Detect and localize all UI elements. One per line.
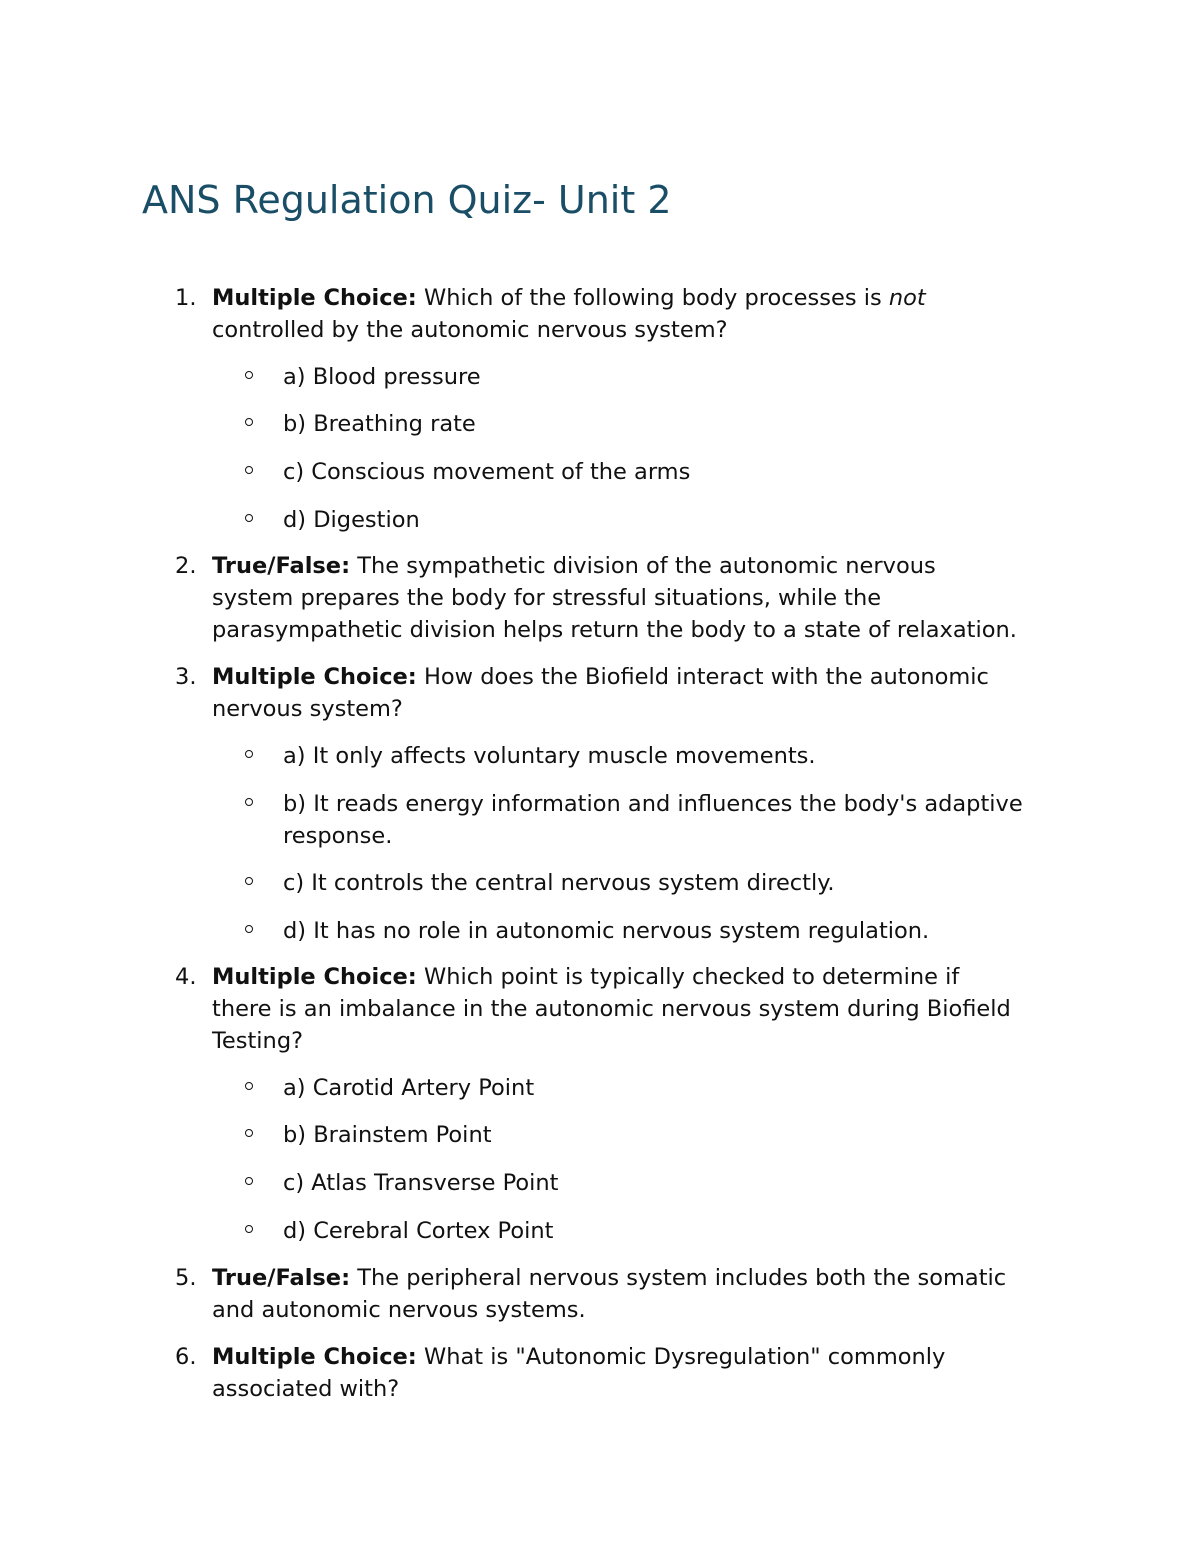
option-3c <box>283 867 1073 899</box>
question-text: The sympathetic division of the autonomic nervous <box>350 553 936 579</box>
circle-bullet-icon <box>245 925 253 933</box>
option-text: c) Atlas Transverse Point <box>283 1170 559 1196</box>
question-text: system prepares the body for stressful situations, while the <box>212 585 882 611</box>
question-3 <box>175 661 1072 725</box>
option-3b <box>283 788 1073 852</box>
question-text: Testing? <box>212 1028 304 1054</box>
question-type: True/False: <box>212 553 351 579</box>
question-5 <box>175 1262 1072 1326</box>
circle-bullet-icon <box>245 1177 253 1185</box>
option-text: b) Brainstem Point <box>283 1122 492 1148</box>
question-number: 2. <box>175 553 197 579</box>
question-text: associated with? <box>212 1376 400 1402</box>
option-text: d) Digestion <box>283 507 420 533</box>
question-number: 6. <box>175 1344 197 1370</box>
option-4c <box>283 1167 1073 1199</box>
question-4 <box>175 961 1072 1057</box>
circle-bullet-icon <box>245 1129 253 1137</box>
question-text: parasympathetic division helps return the body to a state of relaxation. <box>212 617 1017 643</box>
circle-bullet-icon <box>245 877 253 885</box>
option-text-continued: response. <box>283 823 393 849</box>
option-text: a) Carotid Artery Point <box>283 1075 535 1101</box>
question-type: Multiple Choice: <box>212 1344 417 1370</box>
question-text: Which point is typically checked to determine if <box>416 964 960 990</box>
question-text: What is "Autonomic Dysregulation" commonly <box>416 1344 946 1370</box>
question-type: True/False: <box>212 1265 351 1291</box>
question-6 <box>175 1341 1072 1405</box>
circle-bullet-icon <box>245 1082 253 1090</box>
option-1c <box>283 456 1073 488</box>
option-text: a) It only affects voluntary muscle movements. <box>283 743 816 769</box>
option-text: c) Conscious movement of the arms <box>283 459 691 485</box>
circle-bullet-icon <box>245 418 253 426</box>
circle-bullet-icon <box>245 514 253 522</box>
option-4b <box>283 1119 1073 1151</box>
question-text: nervous system? <box>212 696 403 722</box>
circle-bullet-icon <box>245 1225 253 1233</box>
circle-bullet-icon <box>245 750 253 758</box>
question-number: 4. <box>175 964 197 990</box>
question-number: 5. <box>175 1265 197 1291</box>
question-text: The peripheral nervous system includes both the somatic <box>350 1265 1007 1291</box>
question-1 <box>175 282 1072 346</box>
question-number: 3. <box>175 664 197 690</box>
option-text: c) It controls the central nervous system directly. <box>283 870 835 896</box>
circle-bullet-icon <box>245 371 253 379</box>
option-4d <box>283 1215 1073 1247</box>
question-number: 1. <box>175 285 197 311</box>
document-title: ANS Regulation Quiz- Unit 2 <box>142 178 672 222</box>
option-4a <box>283 1072 1073 1104</box>
question-text-continued: controlled by the autonomic nervous system? <box>212 317 728 343</box>
option-3a <box>283 740 1073 772</box>
question-type: Multiple Choice: <box>212 664 417 690</box>
option-1d <box>283 504 1073 536</box>
option-1b <box>283 408 1073 440</box>
question-text: Which of the following body processes is <box>416 285 889 311</box>
option-text: b) It reads energy information and influences the body's adaptive <box>283 791 1023 817</box>
circle-bullet-icon <box>245 798 253 806</box>
option-text: d) Cerebral Cortex Point <box>283 1218 554 1244</box>
question-text: and autonomic nervous systems. <box>212 1297 586 1323</box>
question-type: Multiple Choice: <box>212 964 417 990</box>
question-emphasis: not <box>888 285 926 311</box>
circle-bullet-icon <box>245 466 253 474</box>
option-text: d) It has no role in autonomic nervous system regulation. <box>283 918 930 944</box>
question-text: there is an imbalance in the autonomic nervous system during Biofield <box>212 996 1011 1022</box>
option-3d <box>283 915 1073 947</box>
question-2 <box>175 550 1072 646</box>
question-text: How does the Biofield interact with the autonomic <box>416 664 989 690</box>
option-1a <box>283 361 1073 393</box>
option-text: b) Breathing rate <box>283 411 476 437</box>
question-type: Multiple Choice: <box>212 285 417 311</box>
option-text: a) Blood pressure <box>283 364 481 390</box>
